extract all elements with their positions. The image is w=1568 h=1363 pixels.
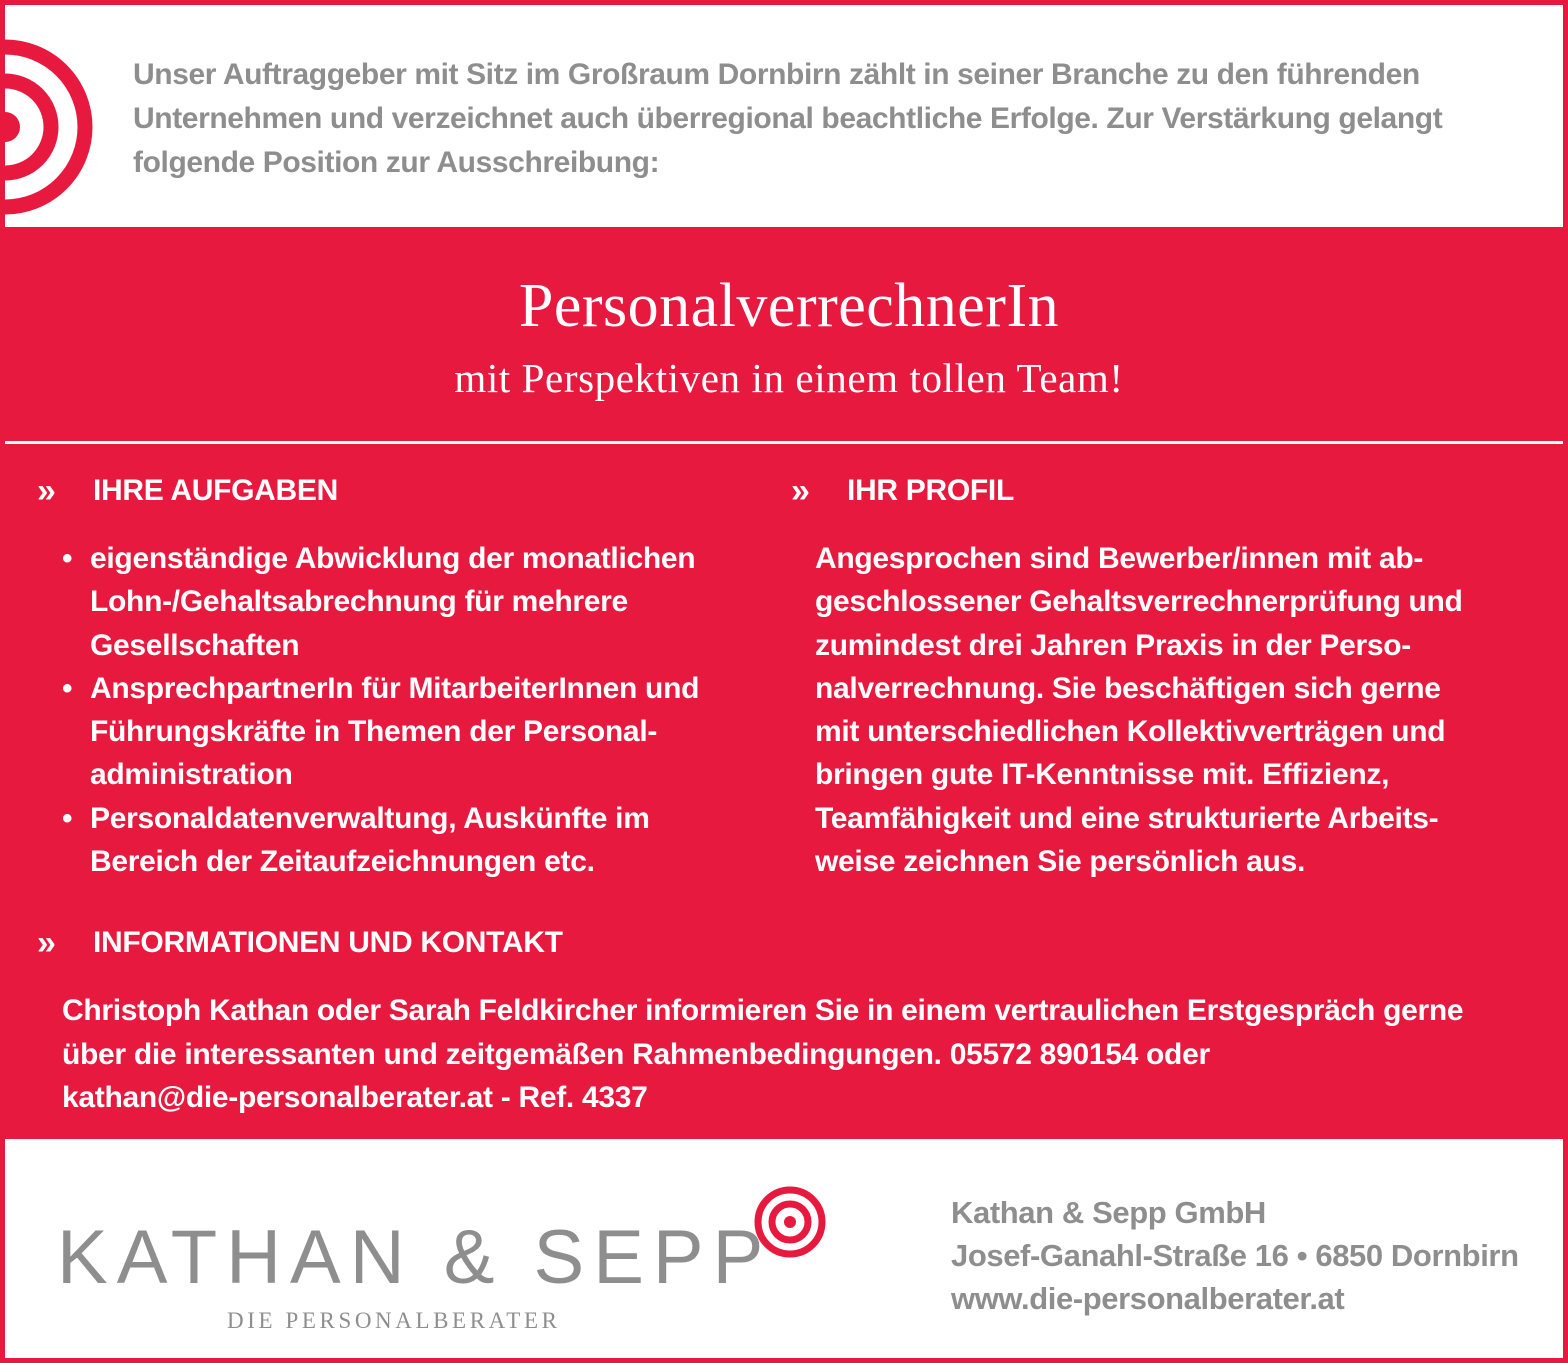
list-item xyxy=(62,537,762,667)
contact-heading-label: INFORMATIONEN UND KONTAKT xyxy=(93,926,563,959)
contact-line: über die interessanten und zeitgemäßen Rahmenbedingungen. 05572 890154 oder xyxy=(62,1037,1210,1071)
profile-heading-label: IHR PROFIL xyxy=(847,474,1014,507)
target-icon xyxy=(0,32,100,222)
profile-line: Teamfähigkeit und eine strukturierte Arbeits- xyxy=(815,801,1439,835)
company-logo-tagline: DIE PERSONALBERATER xyxy=(227,1308,561,1333)
profile-line: weise zeichnen Sie persönlich aus. xyxy=(815,845,1305,879)
contact-text xyxy=(62,989,1542,1120)
contact-line: Christoph Kathan oder Sarah Feldkircher informieren Sie in einem vertraulichen Erstgespräch gerne xyxy=(62,994,1464,1027)
section-heading-contact xyxy=(37,925,563,961)
profile-line: geschlossener Gehaltsverrechnerprüfung und xyxy=(815,585,1463,619)
contact-line: kathan@die-personalberater.at - Ref. 4337 xyxy=(62,1081,648,1114)
bullet-icon: • xyxy=(62,801,73,835)
street-address: Josef-Ganahl-Straße 16 • 6850 Dornbirn xyxy=(951,1238,1519,1273)
double-chevron-icon: » xyxy=(791,472,806,510)
profile-line: zumindest drei Jahren Praxis in der Perso- xyxy=(815,628,1411,662)
company-logo-wordmark: KATHAN & SEPP xyxy=(57,1215,773,1300)
profile-line: Angesprochen sind Bewerber/innen mit ab- xyxy=(815,542,1424,575)
list-item-line: Bereich der Zeitaufzeichnungen etc. xyxy=(90,845,595,879)
double-chevron-icon: » xyxy=(37,924,52,962)
bullet-icon: • xyxy=(62,542,73,575)
website-link[interactable]: www.die-personalberater.at xyxy=(951,1281,1345,1316)
profile-line: nalverrechnung. Sie beschäftigen sich gerne xyxy=(815,671,1441,705)
intro-line: Unternehmen und verzeichnet auch überregional beachtliche Erfolge. Zur Verstärkung gelangt xyxy=(133,102,1443,135)
bullet-icon: • xyxy=(62,671,73,705)
intro-text xyxy=(133,53,1533,185)
target-icon xyxy=(753,1185,827,1264)
job-subtitle: mit Perspektiven in einem tollen Team! xyxy=(454,355,1124,401)
list-item-line: Lohn-/Gehaltsabrechnung für mehrere xyxy=(90,585,628,619)
job-title: PersonalverrechnerIn xyxy=(518,272,1060,340)
divider xyxy=(5,441,1568,444)
list-item xyxy=(62,667,762,797)
section-heading-tasks xyxy=(37,473,338,509)
list-item-line: Führungskräfte in Themen der Personal- xyxy=(90,715,658,749)
profile-text xyxy=(815,537,1515,883)
intro-line: Unser Auftraggeber mit Sitz im Großraum Dornbirn zählt in seiner Branche zu den führenden xyxy=(133,58,1420,91)
list-item-line: Personaldatenverwaltung, Auskünfte im xyxy=(90,801,650,835)
tasks-heading-label: IHRE AUFGABEN xyxy=(93,474,338,507)
profile-line: bringen gute IT-Kenntnisse mit. Effizienz, xyxy=(815,758,1390,792)
company-address xyxy=(951,1191,1519,1320)
double-chevron-icon: » xyxy=(37,472,52,510)
main-content xyxy=(5,227,1568,1139)
list-item-line: Gesellschaften xyxy=(90,628,300,662)
company-name: Kathan & Sepp GmbH xyxy=(951,1195,1266,1230)
profile-line: mit unterschiedlichen Kollektivverträgen und xyxy=(815,715,1446,749)
intro-line: folgende Position zur Ausschreibung: xyxy=(133,146,660,179)
tasks-list xyxy=(62,537,762,883)
list-item xyxy=(62,797,762,884)
list-item-line: administration xyxy=(90,758,293,792)
list-item-line: AnsprechpartnerIn für MitarbeiterInnen und xyxy=(90,671,700,705)
list-item-line: eigenständige Abwicklung der monatlichen xyxy=(90,542,696,575)
section-heading-profile xyxy=(791,473,1014,509)
